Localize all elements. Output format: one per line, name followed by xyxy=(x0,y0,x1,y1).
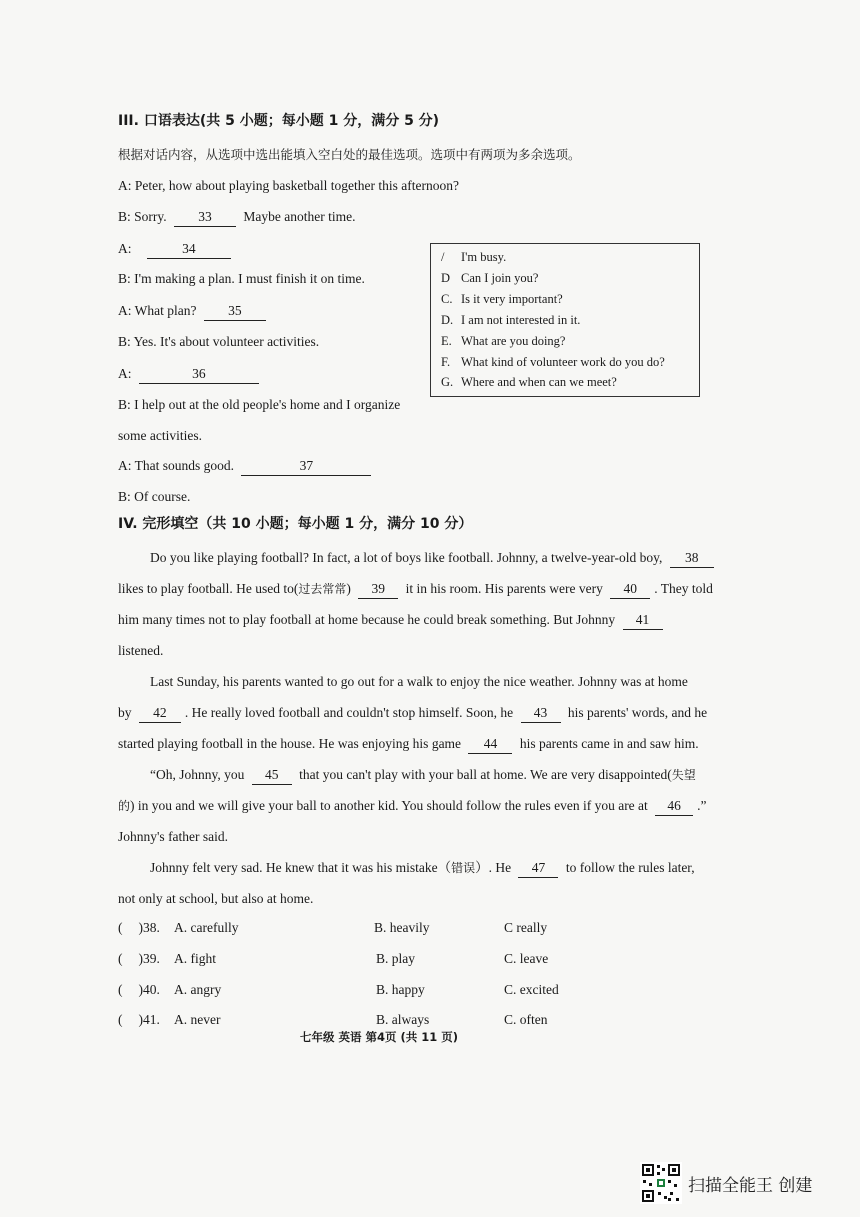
section3-instruction: 根据对话内容，从选项中选出能填入空白处的最佳选项。选项中有两项为多余选项。 xyxy=(118,147,581,162)
dialogue-line-2 xyxy=(118,208,355,227)
dialogue-text: Sorry. xyxy=(134,209,167,224)
p4-line2: not only at school, but also at home. xyxy=(118,891,314,906)
dialogue-text: I'm making a plan. I must finish it on time. xyxy=(134,271,365,286)
dialogue-text: What plan? xyxy=(134,303,197,318)
question-39: ( )39. A. fight B. play C. leave xyxy=(118,951,549,966)
p2-line1: Last Sunday, his parents wanted to go out for a walk to enjoy the nice weather. Johnny was at home xyxy=(150,674,688,689)
question-40: ( )40. A. angry B. happy C. excited xyxy=(118,982,559,997)
blank-46[interactable]: 46 xyxy=(655,797,693,816)
choice-b[interactable]: B. always xyxy=(376,1012,430,1027)
blank-39[interactable]: 39 xyxy=(358,580,398,599)
dialogue-text: I help out at the old people's home and I organize xyxy=(134,397,401,412)
p2-line2: by 42 . He really loved football and couldn't stop himself. Soon, he 43 his parents' words, and he xyxy=(118,704,707,723)
option-e[interactable]: E. What are you doing? xyxy=(441,334,566,348)
speaker: B: xyxy=(118,209,131,224)
dialogue-text: Maybe another time. xyxy=(243,209,356,224)
p2-line3: started playing football in the house. He was enjoying his game 44 his parents came in and saw him. xyxy=(118,735,699,754)
question-38: ( )38. A. carefully B. heavily C really xyxy=(118,920,548,935)
dialogue-line-7 xyxy=(118,365,263,384)
blank-37[interactable]: 37 xyxy=(241,457,371,476)
dialogue-text: That sounds good. xyxy=(134,458,235,473)
question-41: ( )41. A. never B. always C. often xyxy=(118,1012,548,1027)
blank-38[interactable]: 38 xyxy=(670,549,714,568)
dialogue-line-1 xyxy=(118,177,459,195)
blank-44[interactable]: 44 xyxy=(468,735,512,754)
watermark-text: 扫描全能王 创建 xyxy=(688,1175,813,1196)
speaker: A: xyxy=(118,366,132,381)
blank-40[interactable]: 40 xyxy=(610,580,650,599)
dialogue-line-4 xyxy=(118,270,365,288)
page-footer: 七年级 英语 第4页 (共 11 页) xyxy=(300,1030,459,1044)
answer-paren[interactable]: ( xyxy=(118,951,123,966)
option-d[interactable]: D. I am not interested in it. xyxy=(441,313,581,327)
choice-c[interactable]: C really xyxy=(504,920,548,935)
speaker: A: xyxy=(118,303,132,318)
dialogue-text: some activities. xyxy=(118,428,202,443)
p3-line2: 的) in you and we will give your ball to another kid. You should follow the rules even if you are at 46 .” xyxy=(118,797,707,816)
dialogue-line-10 xyxy=(118,457,375,476)
blank-41[interactable]: 41 xyxy=(623,611,663,630)
option-f[interactable]: F. What kind of volunteer work do you do? xyxy=(441,355,665,369)
choice-a[interactable]: A. fight xyxy=(174,951,216,966)
dialogue-text: Of course. xyxy=(134,489,191,504)
blank-34[interactable]: 34 xyxy=(147,240,231,259)
choice-b[interactable]: B. play xyxy=(376,951,415,966)
dialogue-text: Yes. It's about volunteer activities. xyxy=(133,334,320,349)
choice-a[interactable]: A. carefully xyxy=(174,920,239,935)
choice-c[interactable]: C. leave xyxy=(504,951,549,966)
dialogue-line-8 xyxy=(118,396,400,414)
choice-b[interactable]: B. happy xyxy=(376,982,425,997)
option-c[interactable]: C. Is it very important? xyxy=(441,292,563,306)
speaker: B: xyxy=(118,334,131,349)
blank-36[interactable]: 36 xyxy=(139,365,259,384)
dialogue-text: Peter, how about playing basketball together this afternoon? xyxy=(134,178,459,193)
camscanner-watermark xyxy=(640,1162,812,1204)
option-b[interactable]: D Can I join you? xyxy=(441,271,539,285)
choice-a[interactable]: A. never xyxy=(174,1012,221,1027)
section4-heading: IV. 完形填空（共 10 小题；每小题 1 分，满分 10 分） xyxy=(118,516,473,532)
speaker: A: xyxy=(118,241,132,256)
choice-a[interactable]: A. angry xyxy=(174,982,222,997)
blank-45[interactable]: 45 xyxy=(252,766,292,785)
p4-line1: Johnny felt very sad. He knew that it was his mistake（错误）. He 47 to follow the rules later, xyxy=(150,859,695,878)
dialogue-line-6 xyxy=(118,333,319,351)
p3-line1: “Oh, Johnny, you 45 that you can't play with your ball at home. We are very disappointed(失望 xyxy=(150,766,696,785)
choice-b[interactable]: B. heavily xyxy=(374,920,430,935)
blank-43[interactable]: 43 xyxy=(521,704,561,723)
blank-35[interactable]: 35 xyxy=(204,302,266,321)
p1-line2: likes to play football. He used to(过去常常) 39 it in his room. His parents were very 40 . They told xyxy=(118,580,713,599)
p1-line3: him many times not to play football at home because he could break something. But Johnny 41 xyxy=(118,611,667,630)
speaker: B: xyxy=(118,271,131,286)
choice-c[interactable]: C. excited xyxy=(504,982,559,997)
speaker: A: xyxy=(118,178,132,193)
speaker: A: xyxy=(118,458,132,473)
p3-line3: Johnny's father said. xyxy=(118,829,229,844)
speaker: B: xyxy=(118,489,131,504)
blank-47[interactable]: 47 xyxy=(518,859,558,878)
option-a[interactable]: / I'm busy. xyxy=(441,250,507,264)
blank-42[interactable]: 42 xyxy=(139,704,181,723)
answer-paren[interactable]: ( xyxy=(118,982,123,997)
p1-line1: Do you like playing football? In fact, a lot of boys like football. Johnny, a twelve-year-old boy, 38 xyxy=(150,549,718,568)
answer-paren[interactable]: ( xyxy=(118,920,123,935)
option-g[interactable]: G. Where and when can we meet? xyxy=(441,375,617,389)
dialogue-line-11 xyxy=(118,488,190,506)
answer-paren[interactable]: ( xyxy=(118,1012,123,1027)
qr-code-icon xyxy=(640,1162,682,1204)
dialogue-line-5 xyxy=(118,302,270,321)
p1-line4: listened. xyxy=(118,643,164,658)
options-box xyxy=(430,243,700,397)
speaker: B: xyxy=(118,397,131,412)
dialogue-line-3 xyxy=(118,240,235,259)
section3-heading: III. 口语表达(共 5 小题；每小题 1 分，满分 5 分) xyxy=(118,113,440,129)
choice-c[interactable]: C. often xyxy=(504,1012,548,1027)
blank-33[interactable]: 33 xyxy=(174,208,236,227)
dialogue-line-9 xyxy=(118,427,202,445)
